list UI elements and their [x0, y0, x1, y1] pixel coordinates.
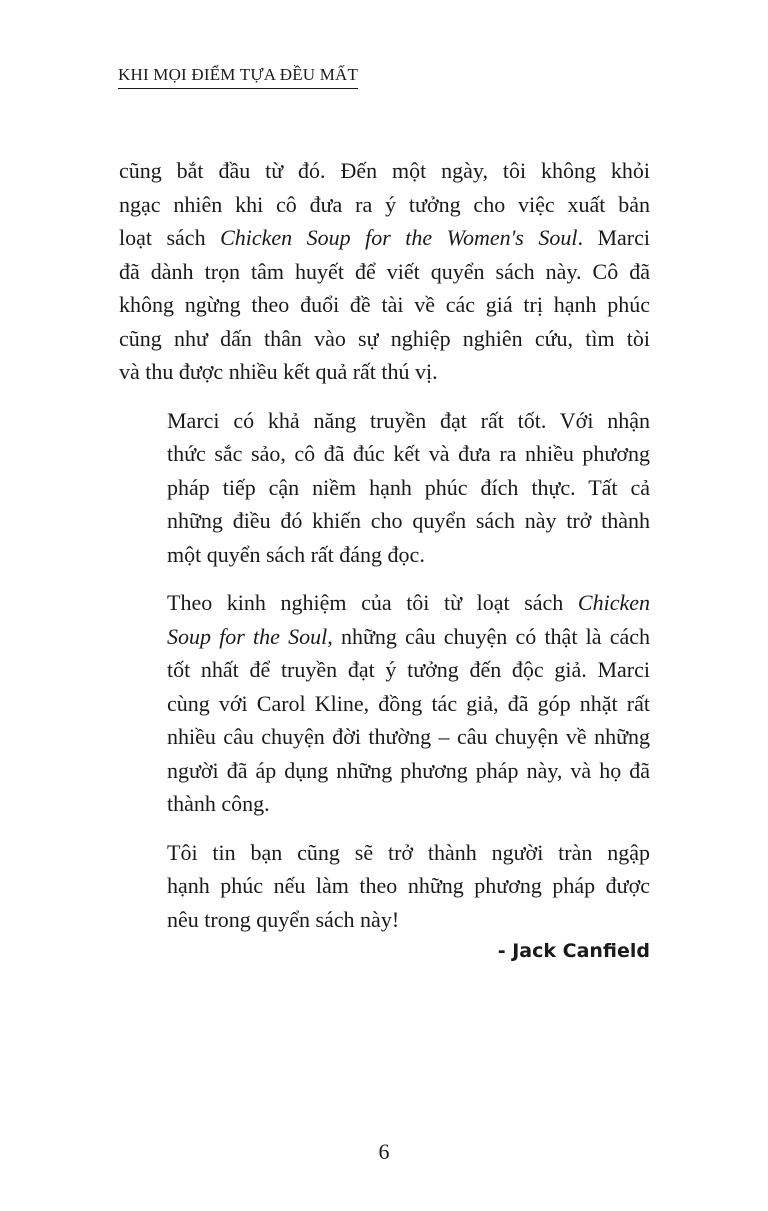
running-head: KHI MỌI ĐIỂM TỰA ĐỀU MẤT — [118, 64, 358, 89]
text-line: cùng với Carol Kline, đồng tác giả, đã góp nhặt rất — [167, 690, 650, 716]
italic-book-title: Soup for the Soul — [167, 623, 328, 649]
text-line: Tôi tin bạn cũng sẽ trở thành người tràn ngập — [167, 839, 650, 865]
text-line: cũng như dấn thân vào sự nghiệp nghiên cứu, tìm tòi — [119, 325, 650, 351]
text-run: loạt sách — [119, 225, 221, 250]
body-text — [119, 154, 650, 951]
text-line-with-italic-title — [119, 586, 650, 620]
paragraph-2 — [119, 404, 650, 572]
paragraph-3 — [119, 586, 650, 821]
text-line: không ngừng theo đuổi đề tài về các giá trị hạnh phúc — [119, 292, 650, 317]
text-line: nêu trong quyển sách này! — [167, 906, 400, 932]
text-line: tốt nhất để truyền đạt ý tưởng đến độc giả. Marci — [167, 657, 650, 682]
text-line-with-italic-title — [119, 221, 650, 255]
author-signature: - Jack Canfield — [497, 940, 650, 962]
text-line: pháp tiếp cận niềm hạnh phúc đích thực. Tất cả — [167, 474, 650, 500]
text-line: cũng bắt đầu từ đó. Đến một ngày, tôi không khỏi — [119, 158, 650, 183]
text-line-with-italic-title — [119, 620, 650, 654]
page-number: 6 — [378, 1139, 390, 1164]
text-line: một quyển sách rất đáng đọc. — [167, 541, 425, 567]
text-line: nhiều câu chuyện đời thường – câu chuyện về những — [167, 724, 650, 749]
text-line: đã dành trọn tâm huyết để viết quyển sách này. Cô đã — [119, 258, 650, 284]
text-line: ngạc nhiên khi cô đưa ra ý tưởng cho việc xuất bản — [119, 191, 650, 217]
text-line: thành công. — [167, 791, 270, 816]
paragraph-4 — [119, 836, 650, 937]
text-run: . Marci — [577, 225, 651, 250]
text-line: thức sắc sảo, cô đã đúc kết và đưa ra nhiều phương — [167, 441, 650, 466]
text-run: , những câu chuyện có thật là cách — [327, 623, 650, 649]
text-line: hạnh phúc nếu làm theo những phương pháp được — [167, 873, 650, 898]
paragraph-1 — [119, 154, 650, 389]
italic-book-title: Chicken — [577, 590, 650, 615]
text-line: Marci có khả năng truyền đạt rất tốt. Với nhận — [167, 407, 650, 433]
text-line: và thu được nhiều kết quả rất thú vị. — [119, 359, 438, 384]
text-line: người đã áp dụng những phương pháp này, và họ đã — [167, 757, 650, 783]
text-run: Theo kinh nghiệm của tôi từ loạt sách — [167, 590, 578, 615]
italic-book-title: Chicken Soup for the Women's Soul — [220, 225, 578, 250]
text-line: những điều đó khiến cho quyển sách này trở thành — [167, 508, 650, 533]
